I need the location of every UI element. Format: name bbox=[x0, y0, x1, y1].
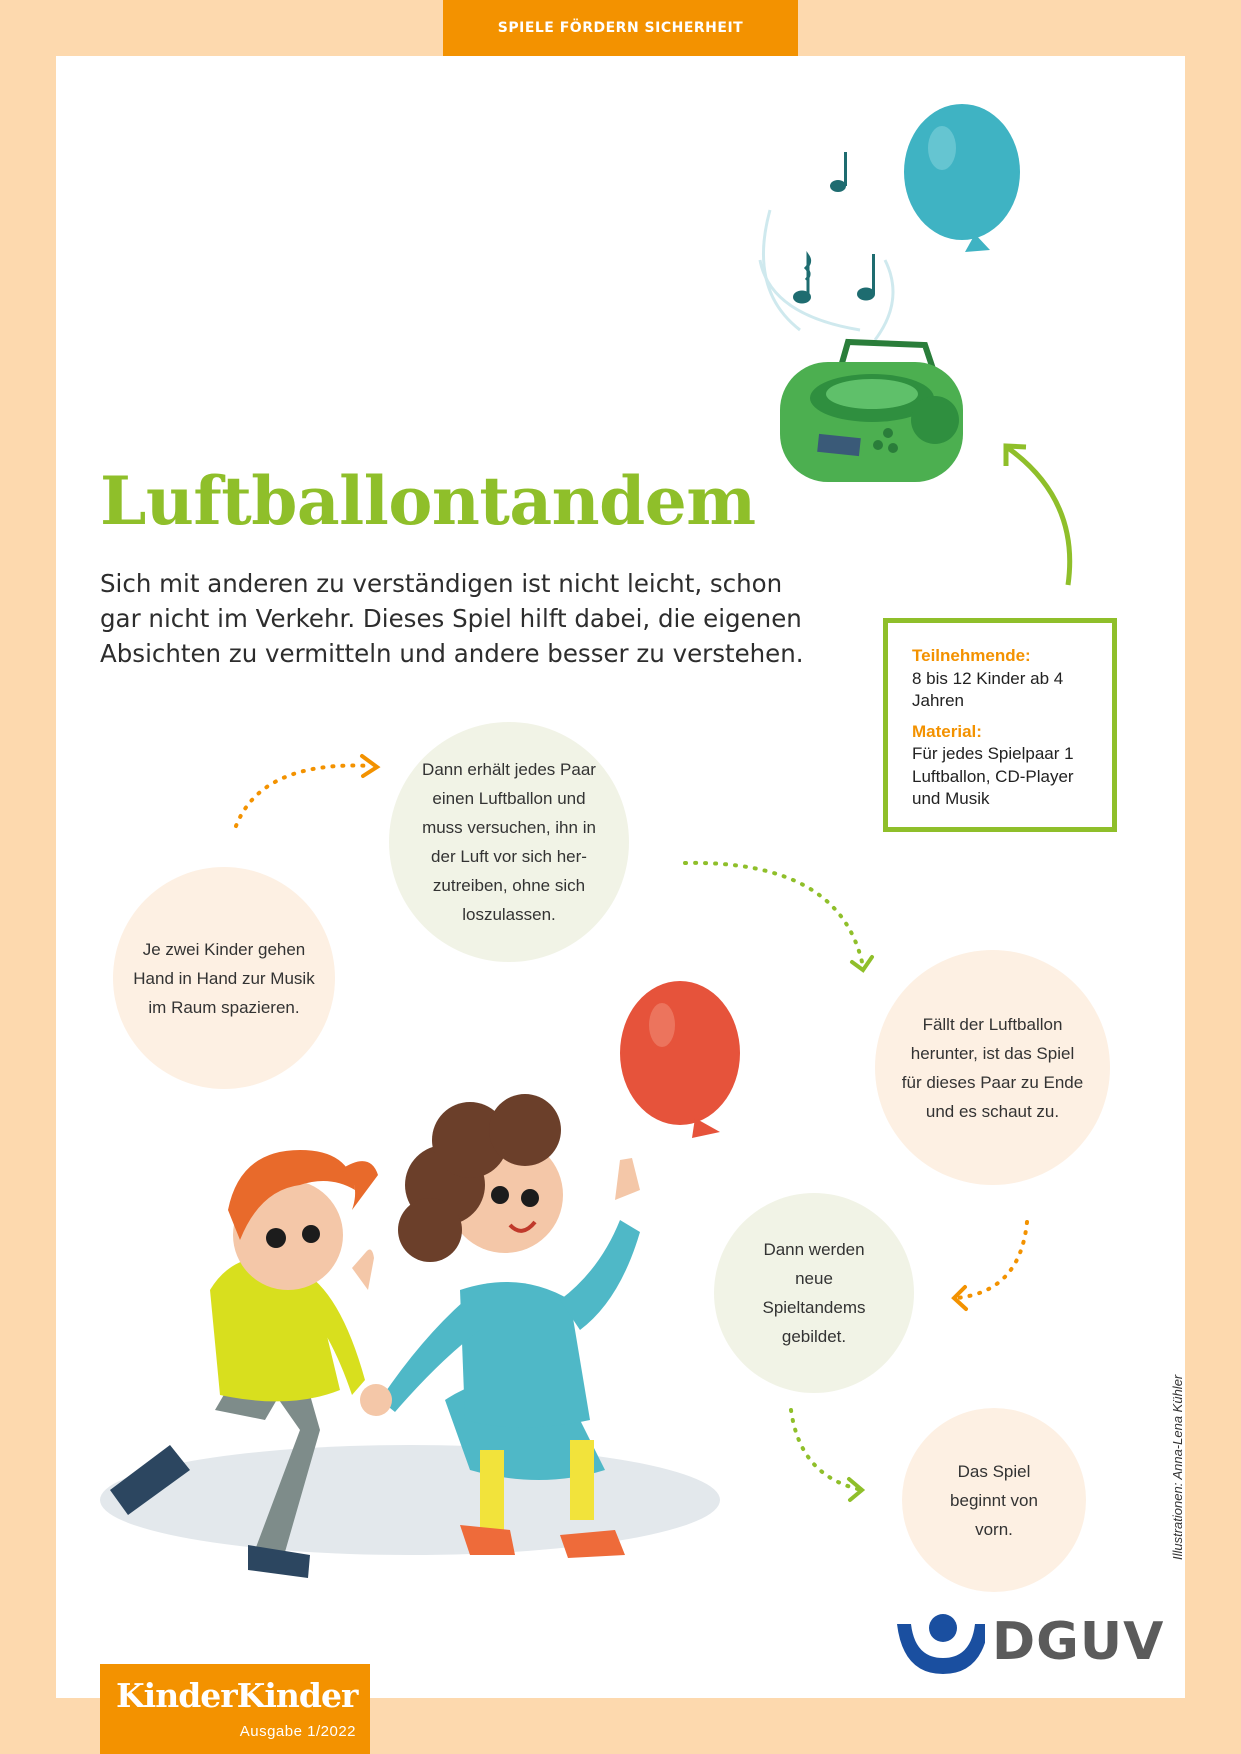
arrow-icon bbox=[685, 863, 862, 962]
category-tab: SPIELE FÖRDERN SICHERHEIT bbox=[443, 0, 798, 56]
illustration-credit: Illustrationen: Anna-Lena Kühler bbox=[1170, 1374, 1185, 1560]
step-text: Fällt der Luftballon herunter, ist das Spiel für dieses Paar zu Ende und es schaut zu. bbox=[901, 1014, 1084, 1121]
arrow-icon bbox=[791, 1410, 858, 1489]
step-text: Dann werden neue Spieltandems gebildet. bbox=[762, 1240, 866, 1346]
children-illustration bbox=[100, 1094, 720, 1578]
magazine-badge bbox=[100, 1664, 370, 1754]
magazine-issue: Ausgabe 1/2022 bbox=[239, 1723, 356, 1740]
arrow-icon bbox=[1008, 448, 1070, 585]
material-value: Für jedes Spielpaar 1 Luftballon, CD-Player und Musik bbox=[912, 744, 1074, 808]
dguv-logo bbox=[895, 1610, 1165, 1680]
step-circle-3 bbox=[875, 950, 1110, 1185]
step-circle-2 bbox=[389, 722, 629, 962]
balloon-icon bbox=[620, 981, 740, 1138]
cd-player-icon bbox=[780, 342, 963, 482]
page-title: Luftballontandem bbox=[100, 462, 756, 540]
dguv-logo-icon bbox=[895, 1610, 985, 1680]
arrow-icon bbox=[236, 766, 372, 827]
step-text: Je zwei Kinder gehen Hand in Hand zur Musik im Raum spazieren. bbox=[133, 939, 315, 1017]
participants-value: 8 bis 12 Kinder ab 4 Jahren bbox=[912, 668, 1064, 710]
music-note-icon bbox=[793, 152, 875, 304]
intro-text: Sich mit anderen zu verständigen ist nicht leicht, schon gar nicht im Verkehr. Dieses Spiel hilft dabei, die eigenen Absichten zu vermitteln und andere besser zu verstehen. bbox=[100, 569, 804, 668]
step-text: Dann erhält jedes Paar einen Luftballon und muss versuchen, ihn in der Luft vor sich her-zutreiben, ohne sich loszulassen. bbox=[422, 760, 596, 924]
step-circle-1 bbox=[113, 867, 335, 1089]
info-box bbox=[883, 618, 1117, 832]
step-circle-5 bbox=[902, 1408, 1086, 1592]
step-circle-4 bbox=[714, 1193, 914, 1393]
dguv-wordmark: DGUV bbox=[992, 1612, 1165, 1672]
balloon-icon bbox=[904, 104, 1020, 252]
participants-label: Teilnehmende: bbox=[912, 646, 1031, 665]
step-text: Das Spiel beginnt von vorn. bbox=[950, 1461, 1038, 1539]
material-label: Material: bbox=[912, 721, 982, 741]
magazine-name: KinderKinder bbox=[116, 1676, 358, 1715]
